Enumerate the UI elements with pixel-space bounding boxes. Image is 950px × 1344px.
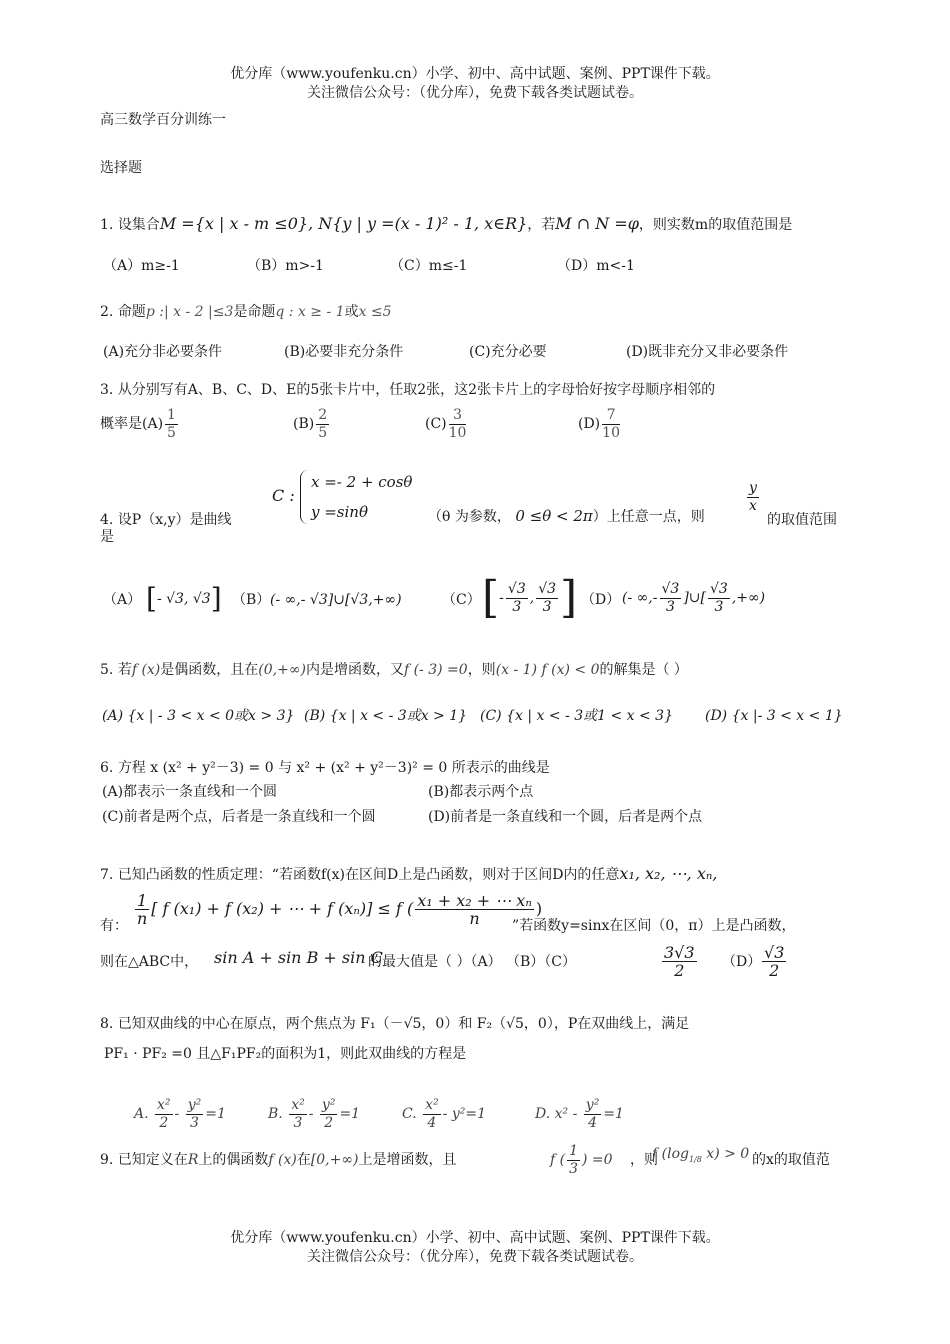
q4-option-d <box>622 572 765 624</box>
q7-c-num: 3√3 <box>664 943 695 962</box>
question-3 <box>100 380 715 400</box>
q3-option-b <box>293 402 331 446</box>
q9-f13-den: 3 <box>569 1160 579 1177</box>
q3-number: 3. <box>100 382 114 398</box>
q4-ratio-den: x <box>749 498 757 514</box>
q2-pre: 命题 <box>117 304 146 320</box>
q3-option-d-label: (D) <box>578 416 601 432</box>
q7-option-d-label: （D） <box>722 954 762 970</box>
q7-frac-mean-den: n <box>469 909 480 928</box>
q4-eq2: y =sinθ <box>311 503 368 521</box>
q3-option-b-label: (B) <box>293 416 315 432</box>
q5-ineq: (x - 1) f (x) < 0 <box>495 662 600 678</box>
q8-a-c: y² <box>187 1096 202 1113</box>
q5-f3: f (- 3) =0 <box>403 662 468 678</box>
q7-vars: x₁, x₂, ⋯, xₙ, <box>619 864 718 883</box>
q4-c-den1: 3 <box>512 598 522 615</box>
q7-d-den: 2 <box>769 961 780 980</box>
q4-option-a-label: （A） <box>103 592 142 608</box>
q4-option-b: (- ∞,- √3]∪[√3,+∞) <box>270 592 402 608</box>
q8-a-a: x² <box>157 1096 171 1113</box>
q3-option-a-label: (A) <box>142 416 164 432</box>
question-2 <box>100 302 392 322</box>
question-6 <box>100 758 550 778</box>
q4-d-den1: 3 <box>665 598 675 615</box>
q4-option-c-label: （C） <box>442 592 481 608</box>
q4-c-num2: √3 <box>538 580 557 597</box>
q8-d-tail: =1 <box>603 1106 624 1122</box>
q2-p: p :| x - 2 |≤3 <box>145 304 234 320</box>
q1-cond: M ∩ N =φ <box>555 214 639 233</box>
question-5 <box>100 660 688 680</box>
q2-x5: x ≤5 <box>358 304 392 320</box>
q8-c-tail: =1 <box>465 1106 486 1122</box>
q1-pre: 设集合 <box>117 217 160 233</box>
q8-d-b: 4 <box>588 1114 598 1131</box>
q7-c-frac <box>662 944 697 979</box>
q4-c-frac1 <box>506 581 528 616</box>
q4-option-c: [- $\frac{√3}{3}$ , $\frac{√3}{3}$ ] <box>482 572 578 623</box>
q7-c-den: 2 <box>674 961 685 980</box>
q5-mid3: ，则 <box>467 662 496 678</box>
q3-option-c <box>425 402 468 446</box>
q4-option-b-label: （B） <box>232 592 271 608</box>
q2-option-c: (C)充分必要 <box>469 344 547 360</box>
q9-f13-pre: f ( <box>550 1152 566 1168</box>
q7-ineq-mid: [ f (x₁) + f (x₂) + ⋯ + f (xₙ)] ≤ f ( <box>151 899 414 918</box>
q5-mid2: 内是增函数，又 <box>305 662 404 678</box>
q7-option-d-frac <box>760 934 788 988</box>
q9-flog-sub: 1/8 <box>688 1154 702 1164</box>
q8-option-d: D. x² - $\frac{\text{y²}}{4}$ =1 <box>535 1096 624 1131</box>
q4-c-frac2 <box>536 581 558 616</box>
q2-option-a: (A)充分非必要条件 <box>103 344 223 360</box>
q4-c-lbracket: [ <box>482 572 500 623</box>
question-9 <box>100 1150 457 1170</box>
q4-option-a <box>146 579 222 619</box>
q8-b-b: 3 <box>293 1114 303 1131</box>
page-title: 高三数学百分训练一 <box>100 112 226 128</box>
q8-text: 已知双曲线的中心在原点，两个焦点为 F₁（－√5，0）和 F₂（√5，0），P在双曲线上，满足 <box>117 1016 690 1032</box>
q4-option-d-label: （D） <box>581 592 621 608</box>
header-line-1: 优分库（www.youfenku.cn）小学、初中、高中试题、案例、PPT课件下载。 <box>230 66 720 82</box>
q8-c-c: y² <box>451 1106 466 1122</box>
q7-line3-mid: 的最大值是（ ）（A） （B）（C） <box>368 954 577 970</box>
q1-option-c: （C）m≤-1 <box>390 258 468 274</box>
q3-c-den: 10 <box>448 424 467 441</box>
q9-flog-post: x) > 0 <box>701 1146 750 1162</box>
q8-number: 8. <box>100 1016 114 1032</box>
q9-mid3: 上是增函数，且 <box>358 1152 457 1168</box>
q3-option-d <box>578 402 622 446</box>
q1-option-b: （B）m>-1 <box>247 258 324 274</box>
q5-pre: 若 <box>117 662 132 678</box>
q4-post2: 的取值范围 <box>767 512 837 528</box>
q8-a-tail: =1 <box>205 1106 226 1122</box>
q1-option-a: （A）m≥-1 <box>103 258 180 274</box>
q8-d-a: y² <box>585 1096 600 1113</box>
q7-d-frac <box>762 944 786 979</box>
q4-d-pre: (- ∞,- <box>622 590 658 606</box>
q4-eq1: x =- 2 + cosθ <box>311 473 413 491</box>
q7-frac-1n-num: 1 <box>137 891 148 910</box>
q4-d-mid: ]∪[ <box>683 590 706 606</box>
q6-option-d: (D)前者是一条直线和一个圆，后者是两个点 <box>428 809 703 825</box>
q9-flog <box>652 1144 749 1170</box>
q4-d-post: ,+∞) <box>731 590 766 606</box>
q5-interval: (0,+∞) <box>258 662 306 678</box>
q4-a-rbracket: ] <box>210 582 222 615</box>
q4-param-line <box>428 506 705 527</box>
q4-number: 4. <box>100 512 114 528</box>
q4-d-num2: √3 <box>709 580 728 597</box>
q8-a-label: A. <box>134 1106 149 1122</box>
q4-d-num1: √3 <box>661 580 680 597</box>
question-1 <box>100 214 792 235</box>
q8-c-a: x² <box>425 1096 439 1113</box>
q8-d-label: D. <box>535 1106 551 1122</box>
q1-expr: M ={x | x - m ≤0}, N{y | y =(x - 1)² - 1, x∈R} <box>159 214 528 233</box>
q8-option-a: A. $\frac{\text{x²}}{2}$ - $\frac{\text{y²}}{3}$ =1 <box>134 1096 226 1131</box>
question-7 <box>100 864 717 885</box>
q4-d-frac1 <box>660 581 682 616</box>
question-4 <box>100 510 232 530</box>
q5-option-d: (D) {x |- 3 < x < 1} <box>705 708 843 724</box>
q4-d-den2: 3 <box>714 598 724 615</box>
q3-lead: 概率是 <box>100 416 142 432</box>
q9-pre: 已知定义在 <box>117 1152 188 1168</box>
q4-post1: ）上任意一点，则 <box>592 509 705 525</box>
q8-b-a: x² <box>291 1096 305 1113</box>
q4-wrap: 是 <box>100 529 114 545</box>
q7-text: 已知凸函数的性质定理：“若函数f(x)在区间D上是凸函数，则对于区间D内的任意 <box>117 867 620 883</box>
q9-mid1: 上的偶函数 <box>198 1152 269 1168</box>
q4-ratio-num: y <box>749 480 757 496</box>
q7-line3 <box>100 952 198 972</box>
q3-text: 从分别写有A、B、C、D、E的5张卡片中，任取2张，这2张卡片上的字母恰好按字母顺序相邻的 <box>117 382 716 398</box>
q9-mid4: ，则 <box>630 1152 658 1168</box>
q4-curve: C : <box>272 486 295 505</box>
q2-q: q : x ≥ - 1 <box>275 304 345 320</box>
q9-interval: [0,+∞) <box>310 1152 359 1168</box>
question-8 <box>100 1014 689 1034</box>
q9-number: 9. <box>100 1152 114 1168</box>
q2-option-d: (D)既非充分又非必要条件 <box>626 344 789 360</box>
q4-c-den2: 3 <box>542 598 552 615</box>
q9-post: 的x的取值范 <box>752 1152 830 1168</box>
footer-line-1: 优分库（www.youfenku.cn）小学、初中、高中试题、案例、PPT课件下载。 <box>230 1230 720 1246</box>
q2-mid: 是命题 <box>233 304 276 320</box>
q3-option-c-frac <box>449 407 467 442</box>
q7-line3-pre: 则在△ABC中， <box>100 954 199 970</box>
q4-ratio <box>745 480 761 530</box>
q1-number: 1. <box>100 217 114 233</box>
q3-options-row <box>100 402 180 446</box>
q6-option-c: (C)前者是两个点，后者是一条直线和一个圆 <box>102 809 376 825</box>
q1-option-d: （D）m<-1 <box>557 258 635 274</box>
q8-b-label: B. <box>268 1106 283 1122</box>
q7-number: 7. <box>100 867 114 883</box>
q7-frac-1n-den: n <box>136 909 148 928</box>
q5-option-c: (C) {x | x < - 3或1 < x < 3} <box>480 708 673 724</box>
q6-text: 方程 x (x² + y²－3) = 0 与 x² + (x² + y²－3)² = 0 所表示的曲线是 <box>117 760 550 776</box>
q4-curve-label <box>272 486 295 507</box>
q8-a-b: 2 <box>159 1114 169 1131</box>
q3-a-den: 5 <box>167 424 176 441</box>
q9-fx: f (x) <box>268 1152 297 1168</box>
q4-brace <box>300 470 309 524</box>
q7-inequality: $\frac{1}{n}$ [ f (x₁) + f (x₂) + ⋯ + f (xₙ)] ≤ f ( $\frac{\text{x₁ + x₂ + ⋯ xₙ}}{n}$ ) <box>136 891 543 928</box>
q4-pre: 设P（x,y）是曲线 <box>117 512 232 528</box>
q7-sin-expr: sin A + sin B + sin C <box>214 948 383 967</box>
q3-c-num: 3 <box>449 407 467 425</box>
q5-option-b: (B) {x | x < - 3或x > 1} <box>304 708 468 724</box>
q7-post: ”若函数y=sinx在区间（0，π）上是凸函数， <box>512 918 796 934</box>
q7-d-num: √3 <box>764 943 785 962</box>
q8-option-b: B. $\frac{\text{x²}}{3}$ - $\frac{\text{y²}}{2}$ =1 <box>268 1096 361 1131</box>
section-heading: 选择题 <box>100 160 142 176</box>
q3-option-a-frac <box>165 407 178 442</box>
q9-flog-pre: f (log <box>652 1146 689 1162</box>
q5-mid1: 是偶函数，且在 <box>160 662 259 678</box>
q8-c-label: C. <box>402 1106 417 1122</box>
q4-ratio-frac <box>747 480 759 515</box>
q1-post: ，则实数m的取值范围是 <box>638 217 793 233</box>
q4-c-rbracket: ] <box>560 572 578 623</box>
q4-d-frac2 <box>708 581 730 616</box>
q8-line2: PF₁ · PF₂ =0 且△F₁PF₂的面积为1，则此双曲线的方程是 <box>104 1046 467 1062</box>
q1-mid: ，若 <box>527 217 556 233</box>
q2-number: 2. <box>100 304 114 320</box>
q9-f13 <box>550 1136 613 1184</box>
q8-c-b: 4 <box>427 1114 437 1131</box>
q8-b-d: 2 <box>324 1114 334 1131</box>
q6-option-a: (A)都表示一条直线和一个圆 <box>102 784 278 800</box>
q4-param: （θ 为参数， <box>428 509 511 525</box>
q5-option-a: (A) {x | - 3 < x < 0或x > 3} <box>102 708 295 724</box>
q5-number: 5. <box>100 662 114 678</box>
q2-or: 或 <box>344 304 359 320</box>
q6-option-b: (B)都表示两个点 <box>428 784 534 800</box>
q4-range: 0 ≤θ < 2π <box>515 507 593 525</box>
q7-option-c-frac <box>660 934 699 988</box>
q8-option-c: C. $\frac{\text{x²}}{4}$ - y²=1 <box>402 1096 486 1131</box>
q7-lead: 有： <box>100 918 128 934</box>
q3-d-num: 7 <box>602 407 620 425</box>
q9-mid2: 在 <box>296 1152 311 1168</box>
q5-post: 的解集是（ ） <box>599 662 688 678</box>
q2-option-b: (B)必要非充分条件 <box>284 344 404 360</box>
q6-number: 6. <box>100 760 114 776</box>
q4-a-value: - √3, √3 <box>156 591 211 607</box>
q7-frac-mean-num: x₁ + x₂ + ⋯ xₙ <box>417 891 532 910</box>
q4-c-num1: √3 <box>507 580 526 597</box>
footer-line-2: 关注微信公众号：（优分库），免费下载各类试题试卷。 <box>307 1249 643 1265</box>
q8-b-c: y² <box>321 1096 336 1113</box>
header-line-2: 关注微信公众号：（优分库），免费下载各类试题试卷。 <box>307 85 643 101</box>
q8-a-d: 3 <box>190 1114 199 1131</box>
q3-option-d-frac <box>602 407 620 442</box>
q3-option-c-label: (C) <box>425 416 447 432</box>
q3-b-num: 2 <box>318 406 328 423</box>
q3-b-den: 5 <box>318 424 328 441</box>
q7-frac-1n <box>135 892 149 927</box>
q5-fx: f (x) <box>131 662 161 678</box>
q9-R: R <box>187 1152 199 1168</box>
q3-option-b-frac <box>316 407 329 442</box>
q9-f13-num: 1 <box>569 1142 579 1159</box>
q3-d-den: 10 <box>602 424 620 441</box>
q8-b-tail: =1 <box>339 1106 361 1122</box>
q4-a-lbracket: [ <box>146 582 157 615</box>
q9-f13-post: ) =0 <box>582 1152 613 1168</box>
q3-a-num: 1 <box>167 406 176 423</box>
